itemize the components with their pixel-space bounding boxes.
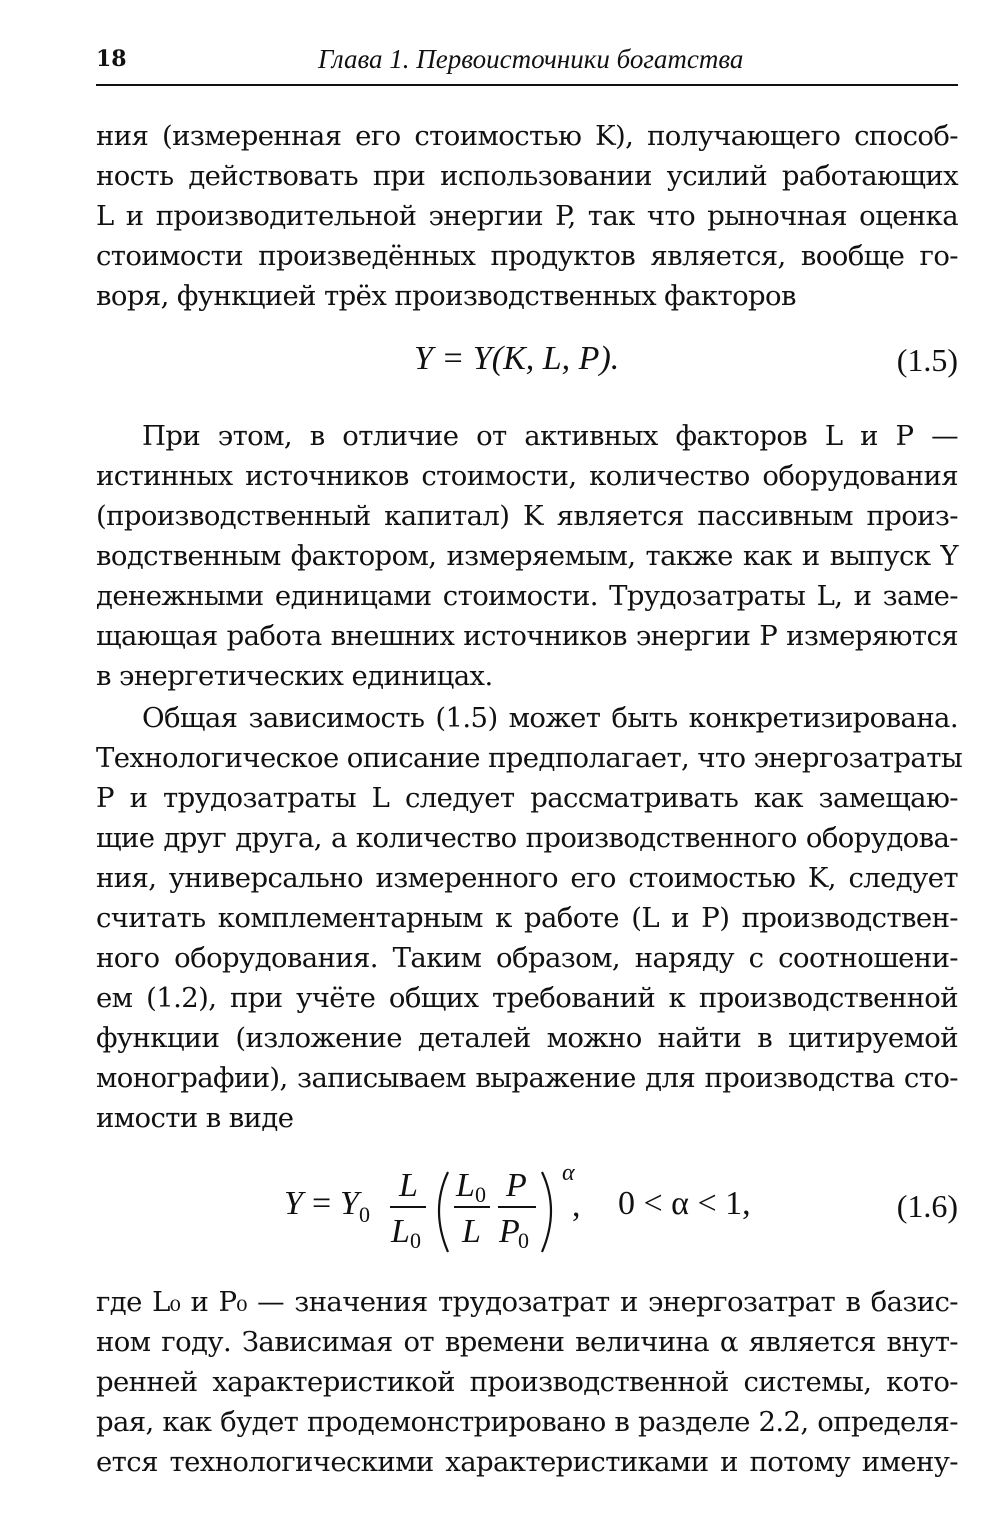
paragraph2-line: щающая работа внешних источников энергии P измеряются [96,620,958,652]
paragraph3-line: ем (1.2), при учёте общих требований к производственной [96,982,958,1014]
paragraph2-line: истинных источников стоимости, количество оборудования [96,460,958,492]
eq-symbol-Y: Y [284,1185,303,1222]
eq-frac3-den-sub: 0 [518,1228,529,1253]
paragraph2-line: в энергетических единицах. [96,660,493,692]
paragraph1-line: воря, функцией трёх производственных факторов [96,280,796,312]
paragraph3-line: функции (изложение деталей можно найти в цитируемой [96,1022,958,1054]
paragraph4-line: рая, как будет продемонстрировано в разделе 2.2, определя- [96,1406,958,1438]
paragraph1-line: ния (измеренная его стоимостью K), получающего способ- [96,120,958,152]
paragraph2-line: денежными единицами стоимости. Трудозатраты L, и заме- [96,580,958,612]
equation-number: (1.5) [896,342,958,378]
eq-frac3-den: P [499,1213,520,1250]
paragraph4-line: ренней характеристикой производственной системы, кото- [96,1366,958,1398]
eq-frac1-num: L [399,1167,418,1204]
eq-left-paren [439,1172,448,1252]
eq-condition: 0 < α < 1, [618,1185,751,1222]
equation-number: (1.6) [896,1188,958,1224]
paragraph4-line: ном году. Зависимая от времени величина α является внут- [96,1326,958,1358]
paragraph2-line: водственным фактором, измеряемым, также как и выпуск Y [96,540,958,572]
eq-sub-zero: 0 [359,1202,370,1227]
paragraph3-line: имости в виде [96,1102,294,1134]
equation-1-5-body: Y = Y(K, L, P). [414,340,620,377]
eq-right-paren [542,1172,551,1252]
eq-comma: , [572,1187,581,1224]
equation-1-5 [96,340,958,384]
paragraph3-line: считать комплементарным к работе (L и P) производствен- [96,902,958,934]
page-number: 18 [96,46,127,72]
paragraph4-line: где L₀ и P₀ — значения трудозатрат и энергозатрат в базис- [96,1286,958,1318]
eq-frac2-num: L [456,1167,475,1204]
paragraph2-line: При этом, в отличие от активных факторов L и P — [142,420,958,452]
eq-frac1-den-sub: 0 [410,1228,421,1253]
paragraph3-line: P и трудозатраты L следует рассматривать как замещаю- [96,782,958,814]
paragraph2-line: (производственный капитал) K является пассивным произ- [96,500,958,532]
paragraph3-line: ного оборудования. Таким образом, наряду с соотношени- [96,942,958,974]
eq-frac2-den: L [462,1213,481,1250]
paragraph3-line: Общая зависимость (1.5) может быть конкретизирована. [142,702,958,734]
eq-exponent-alpha: α [562,1160,575,1186]
eq-equals: = [312,1185,332,1222]
equation-1-6 [96,1160,958,1260]
eq-frac2-num-sub: 0 [475,1182,486,1207]
paragraph3-line: ния, универсально измеренного его стоимостью K, следует [96,862,958,894]
running-head [96,40,958,86]
paragraph4-line: ется технологическими характеристиками и потому имену- [96,1446,958,1478]
paragraph1-line: ность действовать при использовании усилий работающих [96,160,958,192]
equation-1-6-svg [96,1160,958,1260]
eq-frac3-num: P [506,1167,527,1204]
eq-frac1-den: L [391,1213,410,1250]
paragraph3-line: Технологическое описание предполагает, что энергозатраты [96,742,963,774]
chapter-title: Глава 1. Первоисточники богатства [318,44,744,74]
paragraph3-line: щие друг друга, а количество производственного оборудова- [96,822,958,854]
book-page [96,40,963,1478]
paragraph1-line: стоимости произведённых продуктов является, вообще го- [96,240,958,272]
eq-symbol-Y0: Y [340,1185,359,1222]
paragraph1-line: L и производительной энергии P, так что рыночная оценка [96,200,958,232]
paragraph3-line: монографии), записываем выражение для производства сто- [96,1062,958,1094]
